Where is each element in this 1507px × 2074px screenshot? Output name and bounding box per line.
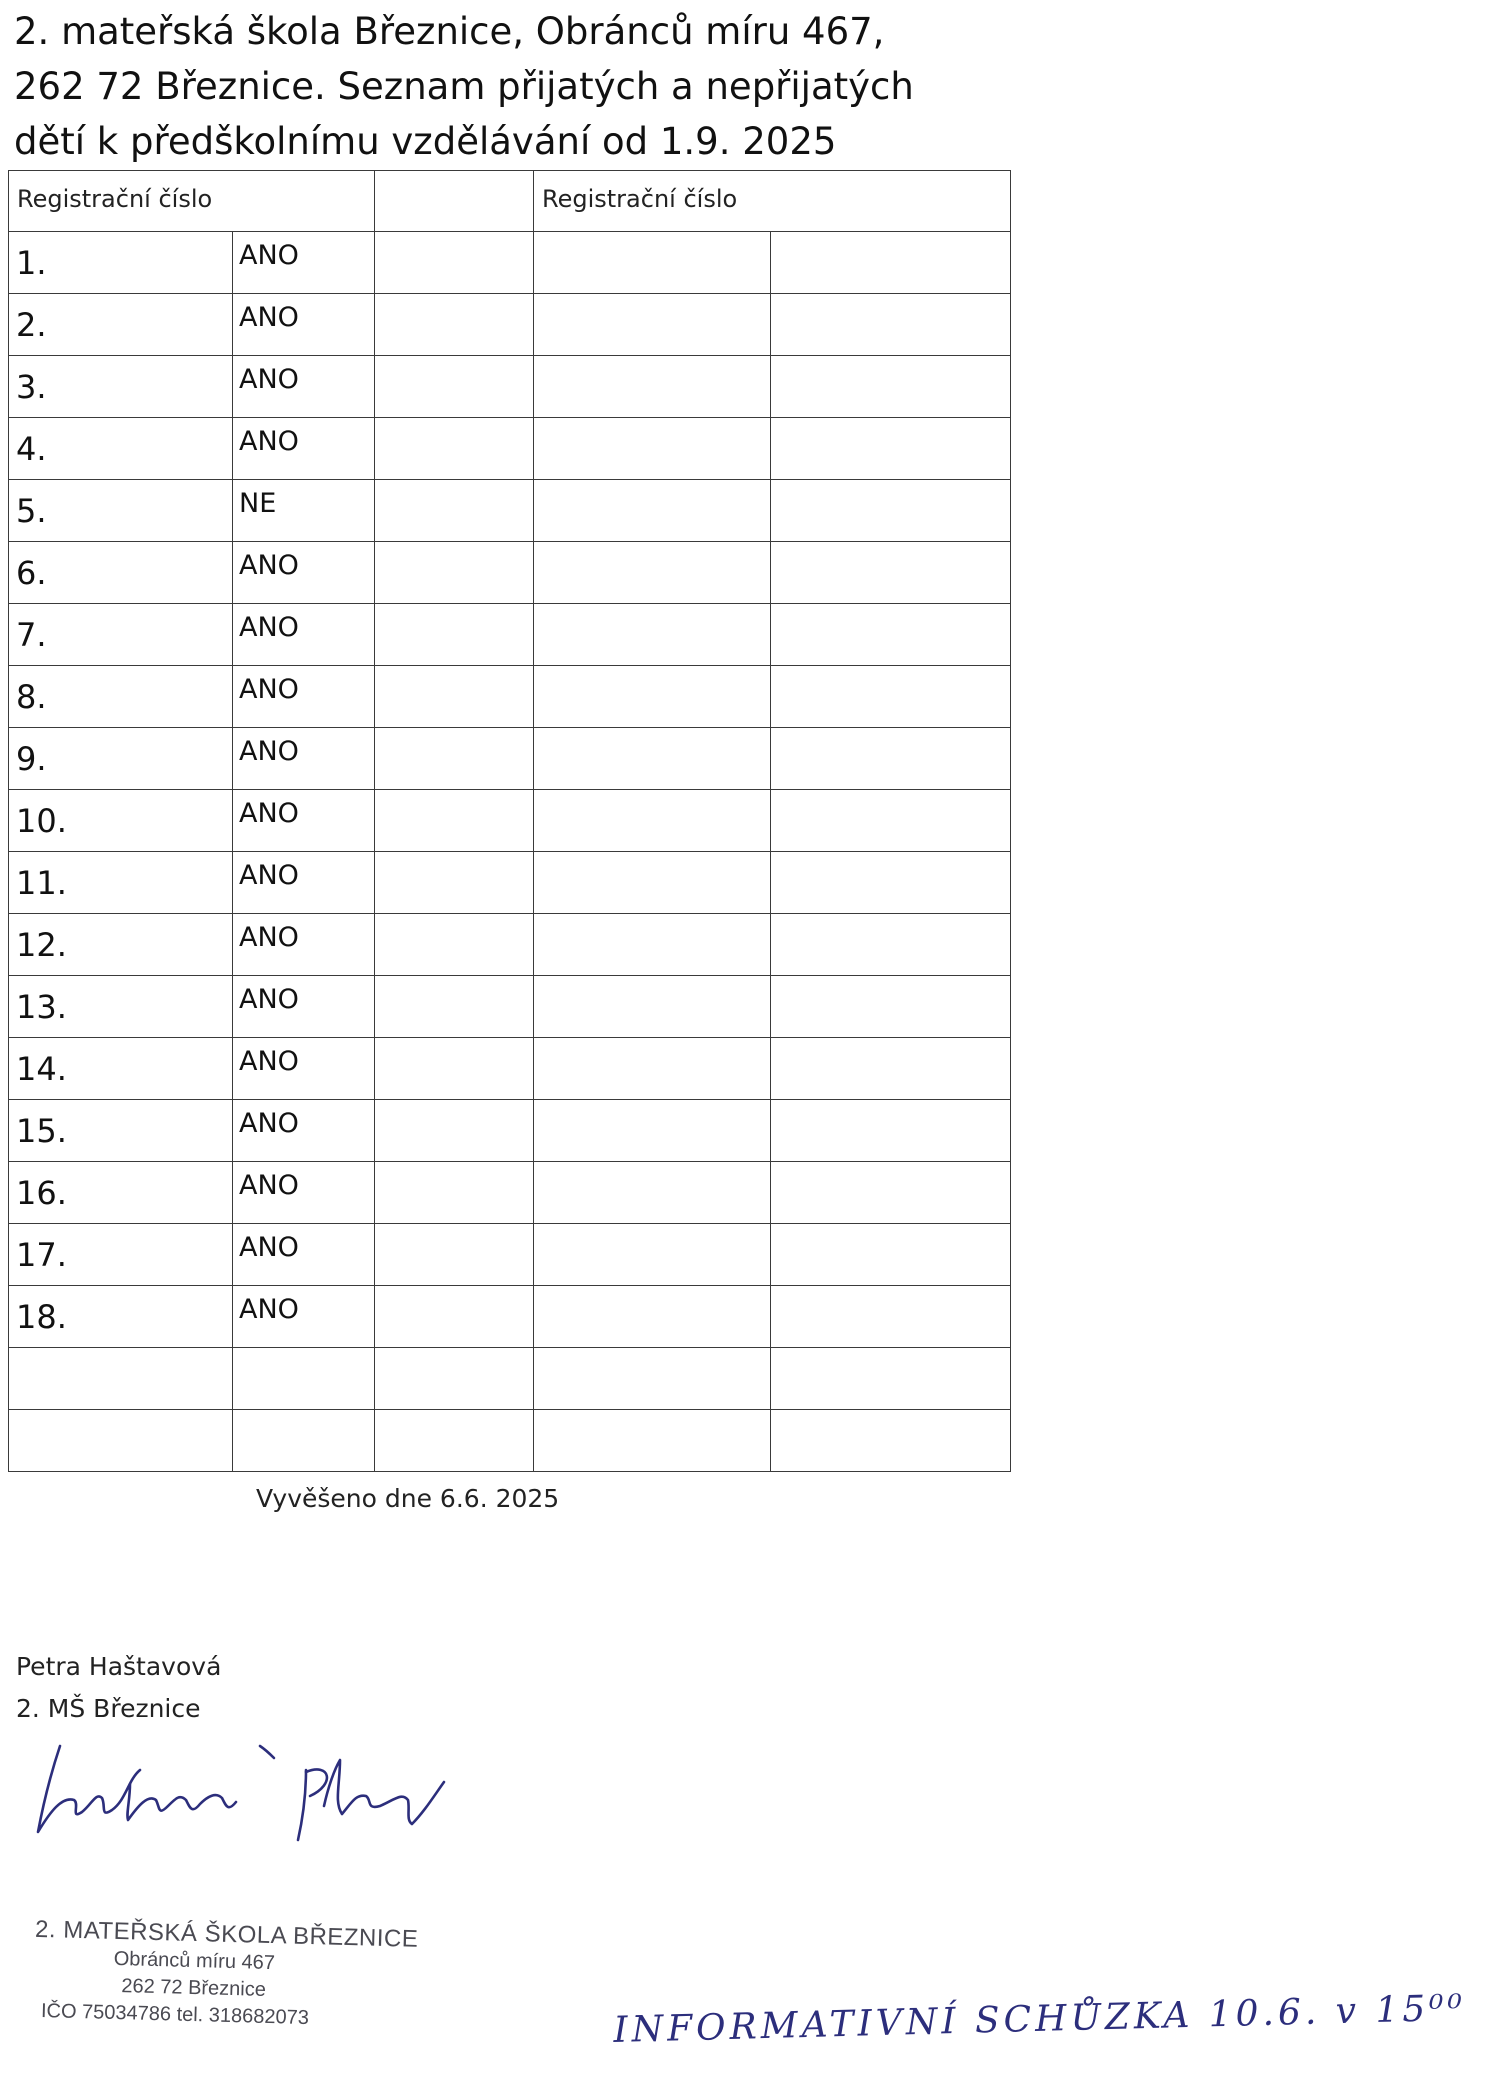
admission-status-cell: ANO (233, 418, 375, 480)
registration-number-cell: 15. (9, 1100, 233, 1162)
admission-status-cell: ANO (233, 232, 375, 294)
registration-number-cell: 11. (9, 852, 233, 914)
table-cell (534, 976, 771, 1038)
admission-status-cell: ANO (233, 1100, 375, 1162)
table-cell (771, 604, 1011, 666)
table-cell (534, 666, 771, 728)
table-cell (771, 914, 1011, 976)
right-header-cell (534, 171, 1011, 232)
table-cell (375, 1038, 534, 1100)
admission-status-cell: ANO (233, 852, 375, 914)
table-cell (771, 542, 1011, 604)
table-row (9, 1100, 1011, 1162)
registration-number-cell: 4. (9, 418, 233, 480)
table-row (9, 232, 1011, 294)
table-cell (375, 852, 534, 914)
table-row (9, 728, 1011, 790)
table-cell (534, 1410, 771, 1472)
table-cell (771, 1286, 1011, 1348)
table-cell (534, 1224, 771, 1286)
admission-status-cell: ANO (233, 1286, 375, 1348)
table-row (9, 1286, 1011, 1348)
admission-status-cell: ANO (233, 914, 375, 976)
table-cell (534, 1162, 771, 1224)
stamp-line: IČO 75034786 tel. 318682073 (40, 2000, 310, 2030)
registration-number-cell: 14. (9, 1038, 233, 1100)
stamp-line: 2. MATEŘSKÁ ŠKOLA BŘEZNICE (34, 1915, 419, 1953)
table-cell (375, 294, 534, 356)
table-cell (771, 1224, 1011, 1286)
registration-number-cell: 18. (9, 1286, 233, 1348)
table-cell (771, 1348, 1011, 1410)
table-cell (534, 418, 771, 480)
table-cell (375, 356, 534, 418)
table-cell (375, 171, 534, 232)
stamp-line: Obránců míru 467 (113, 1947, 276, 1975)
table-cell (534, 480, 771, 542)
table-cell (534, 1038, 771, 1100)
table-cell (375, 1162, 534, 1224)
registration-number-cell: 12. (9, 914, 233, 976)
table-cell (771, 294, 1011, 356)
table-cell (375, 1348, 534, 1410)
document-title (14, 4, 914, 169)
admission-status-cell: ANO (233, 1162, 375, 1224)
admission-status-cell: ANO (233, 976, 375, 1038)
table-cell (534, 604, 771, 666)
registration-number-cell: 10. (9, 790, 233, 852)
signatory-org: 2. MŠ Březnice (16, 1694, 201, 1723)
table-cell (375, 1410, 534, 1472)
table-cell (771, 1162, 1011, 1224)
admission-status-cell: NE (233, 480, 375, 542)
table-row (9, 914, 1011, 976)
table-cell (534, 232, 771, 294)
admission-status-cell: ANO (233, 790, 375, 852)
school-stamp (33, 1915, 419, 2033)
table-cell (375, 666, 534, 728)
table-cell (534, 1286, 771, 1348)
table-cell (771, 728, 1011, 790)
table-row (9, 1038, 1011, 1100)
table-row (9, 1224, 1011, 1286)
signatory-block (16, 1646, 221, 1730)
table-row (9, 790, 1011, 852)
admission-status-cell: ANO (233, 728, 375, 790)
registration-table (8, 170, 1011, 1472)
registration-number-cell: 1. (9, 232, 233, 294)
table-row (9, 666, 1011, 728)
table-row (9, 418, 1011, 480)
table-cell (375, 542, 534, 604)
title-line: dětí k předškolnímu vzdělávání od 1.9. 2025 (14, 120, 837, 163)
registration-number-cell: 9. (9, 728, 233, 790)
admission-status-cell: ANO (233, 1038, 375, 1100)
title-line: 2. mateřská škola Březnice, Obránců míru 467, (14, 10, 885, 53)
title-line: 262 72 Březnice. Seznam přijatých a nepřijatých (14, 65, 914, 108)
table-cell (534, 294, 771, 356)
table-cell (534, 356, 771, 418)
table-cell (375, 1224, 534, 1286)
table-cell (534, 1100, 771, 1162)
table-cell (9, 1410, 233, 1472)
table-cell (233, 1348, 375, 1410)
admission-status-cell: ANO (233, 666, 375, 728)
table-cell (375, 914, 534, 976)
table-cell (375, 728, 534, 790)
table-cell (771, 1038, 1011, 1100)
registration-number-cell: 16. (9, 1162, 233, 1224)
table-row (9, 604, 1011, 666)
registration-number-cell: 7. (9, 604, 233, 666)
table-cell (771, 666, 1011, 728)
table-row (9, 356, 1011, 418)
table-cell (534, 914, 771, 976)
registration-table-body (9, 171, 1011, 1472)
registration-number-cell: 8. (9, 666, 233, 728)
table-row (9, 480, 1011, 542)
admission-status-cell: ANO (233, 294, 375, 356)
table-cell (375, 480, 534, 542)
table-cell (375, 1286, 534, 1348)
signatory-name: Petra Haštavová (16, 1652, 222, 1681)
table-cell (375, 604, 534, 666)
handwritten-signature (30, 1740, 450, 1850)
table-cell (771, 1410, 1011, 1472)
table-cell (771, 976, 1011, 1038)
table-cell (771, 1100, 1011, 1162)
table-cell (375, 1100, 534, 1162)
table-row (9, 976, 1011, 1038)
left-header-label: Registrační číslo (17, 185, 213, 213)
table-row (9, 294, 1011, 356)
table-cell (534, 1348, 771, 1410)
table-cell (375, 418, 534, 480)
table-cell (771, 790, 1011, 852)
posted-date: Vyvěšeno dne 6.6. 2025 (256, 1484, 560, 1513)
table-cell (771, 480, 1011, 542)
right-header-label: Registrační číslo (542, 185, 738, 213)
table-cell (534, 728, 771, 790)
table-cell (534, 542, 771, 604)
table-cell (534, 790, 771, 852)
handwritten-meeting-note: INFORMATIVNÍ SCHŮZKA 10.6. v 15⁰⁰ (612, 1987, 1467, 2051)
table-row (9, 1410, 1011, 1472)
admission-status-cell: ANO (233, 356, 375, 418)
registration-number-cell: 3. (9, 356, 233, 418)
table-cell (534, 852, 771, 914)
left-header-cell (9, 171, 375, 232)
table-row (9, 542, 1011, 604)
table-cell (375, 976, 534, 1038)
table-cell (375, 790, 534, 852)
table-cell (771, 232, 1011, 294)
admission-status-cell: ANO (233, 542, 375, 604)
registration-number-cell: 6. (9, 542, 233, 604)
admission-status-cell: ANO (233, 1224, 375, 1286)
table-header-row (9, 171, 1011, 232)
table-cell (771, 852, 1011, 914)
registration-number-cell: 17. (9, 1224, 233, 1286)
registration-number-cell: 13. (9, 976, 233, 1038)
table-row (9, 1162, 1011, 1224)
table-cell (233, 1410, 375, 1472)
admission-status-cell: ANO (233, 604, 375, 666)
table-row (9, 1348, 1011, 1410)
registration-number-cell: 2. (9, 294, 233, 356)
table-cell (771, 356, 1011, 418)
stamp-line: 262 72 Březnice (121, 1975, 267, 2001)
table-cell (9, 1348, 233, 1410)
table-cell (375, 232, 534, 294)
table-row (9, 852, 1011, 914)
table-cell (771, 418, 1011, 480)
registration-number-cell: 5. (9, 480, 233, 542)
